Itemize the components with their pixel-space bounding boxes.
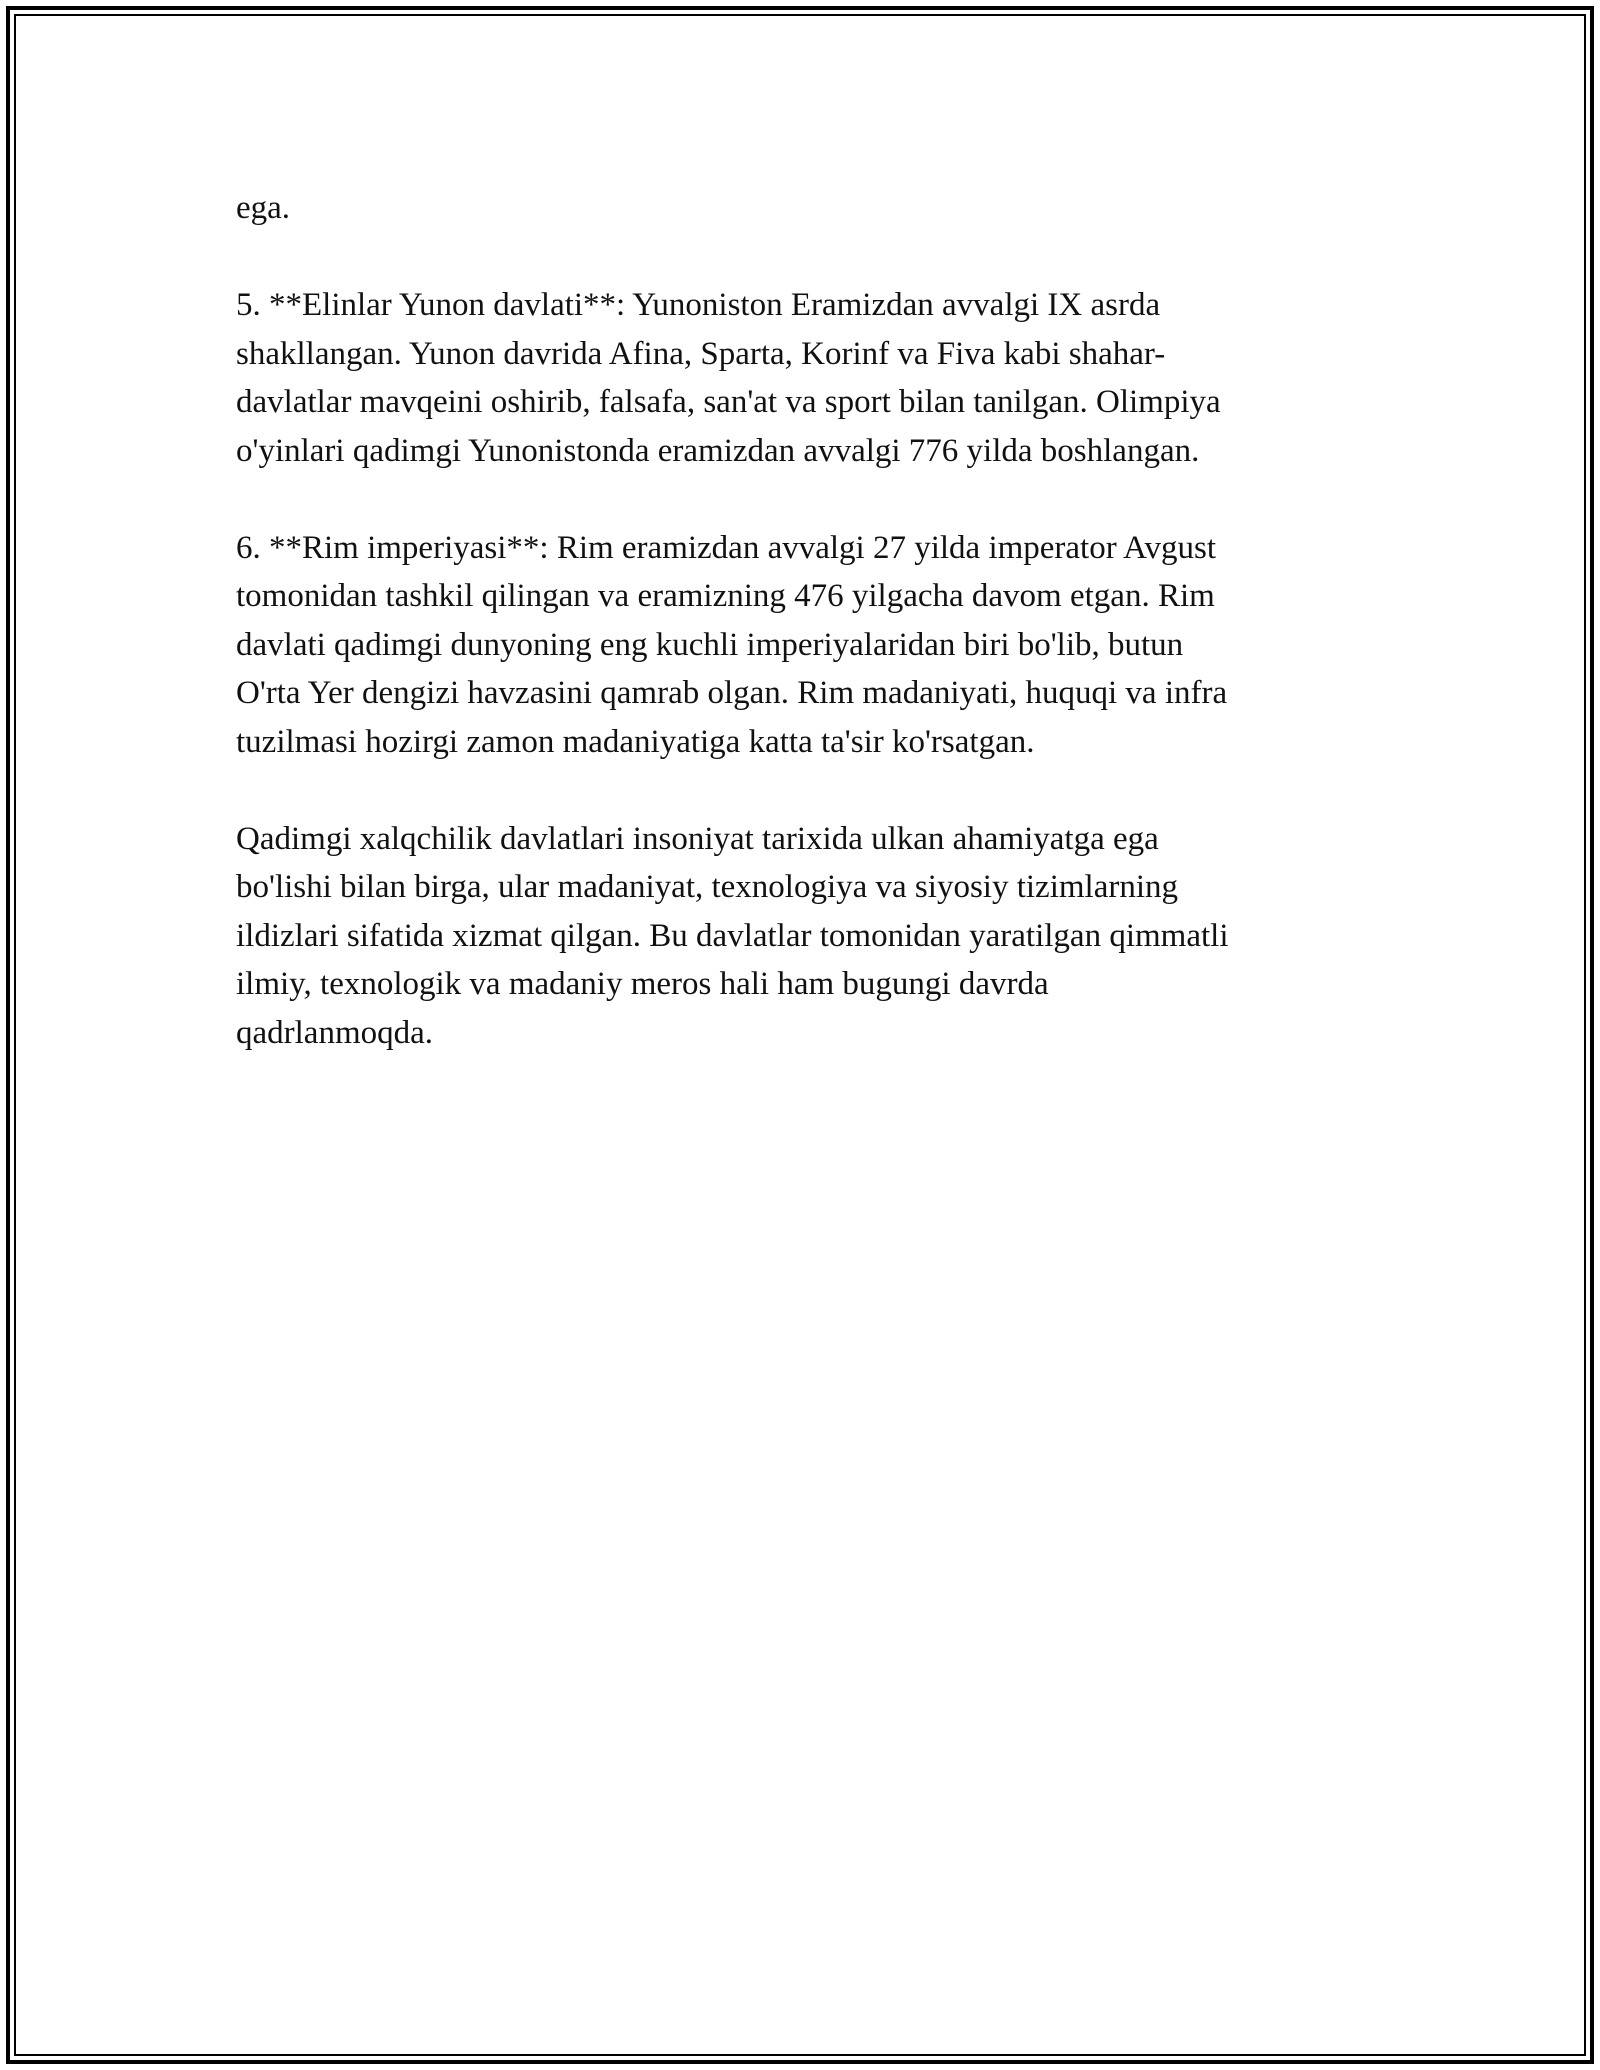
paragraph-roman-empire: 6. **Rim imperiyasi**: Rim eramizdan avvalgi 27 yilda imperator Avgust tomonidan tashkil qilingan va eramizning 476 yilgacha davom etgan. Rim davlati qadimgi dunyoning eng kuchli imperiyalaridan biri bo'lib, butun O'rta Yer dengizi havzasini qamrab olgan. Rim madaniyati, huquqi va infra tuzilmasi hozirgi zamon madaniyatiga katta ta'sir ko'rsatgan. (236, 529, 1228, 760)
paragraph-greek-state: 5. **Elinlar Yunon davlati**: Yunoniston Eramizdan avvalgi IX asrda shakllangan. Yunon davrida Afina, Sparta, Korinf va Fiva kabi shahar- davlatlar mavqeini oshirib, falsafa, san'at va sport bilan tanilgan. Olimpiya o'yinlari qadimgi Yunonistonda eramizdan avvalgi 776 yilda boshlangan. (236, 287, 1221, 469)
document-body (236, 184, 1386, 1057)
paragraph-continuation: ega. (236, 190, 291, 226)
paragraph-conclusion: Qadimgi xalqchilik davlatlari insoniyat tarixida ulkan ahamiyatga ega bo'lishi bilan birga, ular madaniyat, texnologiya va siyosiy tizimlarning ildizlari sifatida xizmat qilgan. Bu davlatlar tomonidan yaratilgan qimmatli ilmiy, texnologik va madaniy meros hali ham bugungi davrda qadrlanmoqda. (236, 820, 1229, 1051)
